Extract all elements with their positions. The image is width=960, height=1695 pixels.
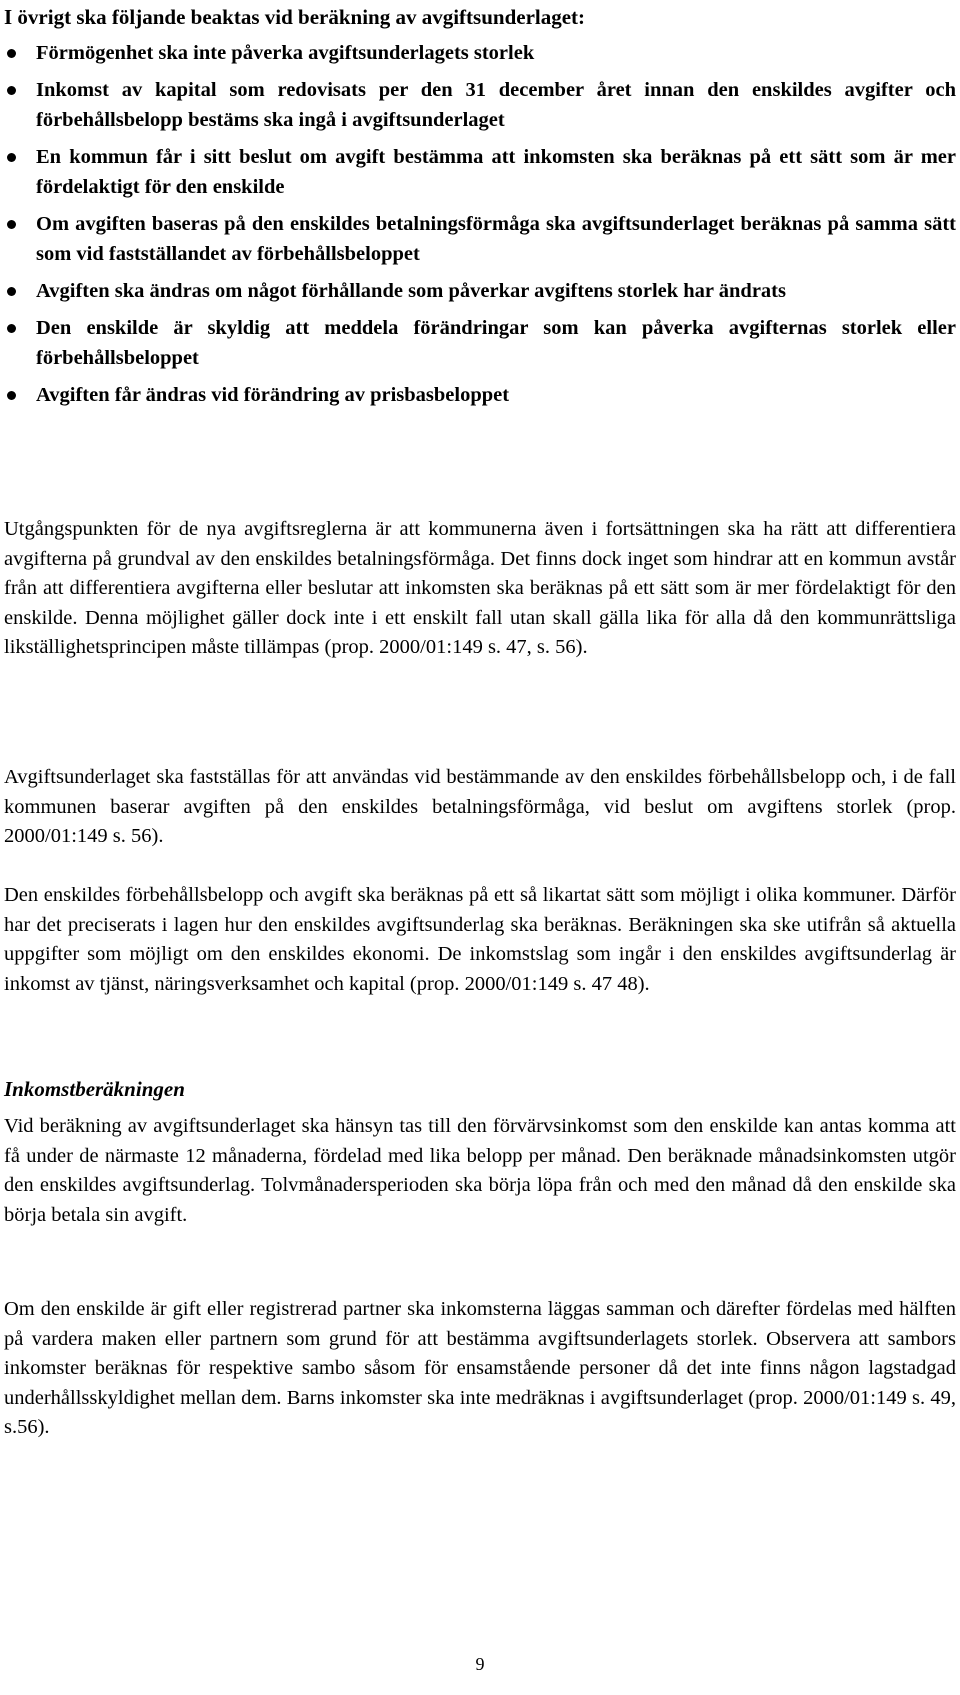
list-item: Den enskilde är skyldig att meddela förändringar som kan påverka avgifternas storlek eller förbehållsbeloppet <box>4 313 956 373</box>
list-item: En kommun får i sitt beslut om avgift bestämma att inkomsten ska beräknas på ett sätt som är mer fördelaktigt för den enskilde <box>4 142 956 202</box>
paragraph: Avgiftsunderlaget ska fastställas för att användas vid bestämmande av den enskildes förbehållsbelopp och, i de fall kommunen baserar avgiften på den enskildes betalningsförmåga, vid beslut om avgiftens storlek (prop. 2000/01:149 s. 56). <box>4 766 956 847</box>
paragraph: Om den enskilde är gift eller registrerad partner ska inkomsterna läggas samman och därefter fördelas med hälften på vardera maken eller partnern som grund för att bestämma avgiftsunderlagets storlek. Observera att sambors inkomster beräknas för respektive sambo såsom för ensamstående personer då det inte finns någon lagstadgad underhållsskyldighet mellan dem. Barns inkomster ska inte medräknas i avgiftsunderlaget (prop. 2000/01:149 s. 49, s.56). <box>4 1298 956 1438</box>
paragraph: Den enskildes förbehållsbelopp och avgift ska beräknas på ett så likartat sätt som möjligt i olika kommuner. Därför har det preciserats i lagen hur den enskildes avgiftsunderlag ska beräknas. Beräkningen ska ske utifrån så aktuella uppgifter som möjligt om den enskildes ekonomi. De inkomstslag som ingår i den enskildes avgiftsunderlag är inkomst av tjänst, näringsverksamhet och kapital (prop. 2000/01:149 s. 47 48). <box>4 884 956 995</box>
intro-heading: I övrigt ska följande beaktas vid beräkning av avgiftsunderlaget: <box>4 5 586 29</box>
requirements-list <box>4 38 956 417</box>
list-item: Avgiften får ändras vid förändring av prisbasbeloppet <box>4 380 956 410</box>
paragraph: Utgångspunkten för de nya avgiftsreglerna är att kommunerna även i fortsättningen ska ha rätt att differentiera avgifterna på grundval av den enskildes betalningsförmåga. Det finns dock inget som hindrar att en kommun avstår från att differentiera avgifterna eller beslutar att inkomsten ska beräknas på ett sätt som är mer fördelaktigt för den enskilde. Denna möjlighet gäller dock inte i ett enskilt fall utan skall gälla lika för alla då den kommunrättsliga likställighetsprincipen måste tillämpas (prop. 2000/01:149 s. 47, s. 56). <box>4 518 956 658</box>
list-item: Avgiften ska ändras om något förhållande som påverkar avgiftens storlek har ändrats <box>4 276 956 306</box>
page-number: 9 <box>475 1654 485 1674</box>
section-heading: Inkomstberäkningen <box>4 1077 185 1101</box>
list-item: Om avgiften baseras på den enskildes betalningsförmåga ska avgiftsunderlaget beräknas på samma sätt som vid fastställandet av förbehållsbeloppet <box>4 209 956 269</box>
list-item: Förmögenhet ska inte påverka avgiftsunderlagets storlek <box>4 38 956 68</box>
list-item: Inkomst av kapital som redovisats per den 31 december året innan den enskildes avgifter och förbehållsbelopp bestäms ska ingå i avgiftsunderlaget <box>4 75 956 135</box>
paragraph: Vid beräkning av avgiftsunderlaget ska hänsyn tas till den förvärvsinkomst som den enskilde kan antas komma att få under de närmaste 12 månaderna, fördelad med lika belopp per månad. Den beräknade månadsinkomsten utgör den enskildes avgiftsunderlag. Tolvmånadersperioden ska börja löpa från och med den månad då den enskilde ska börja betala sin avgift. <box>4 1115 956 1226</box>
